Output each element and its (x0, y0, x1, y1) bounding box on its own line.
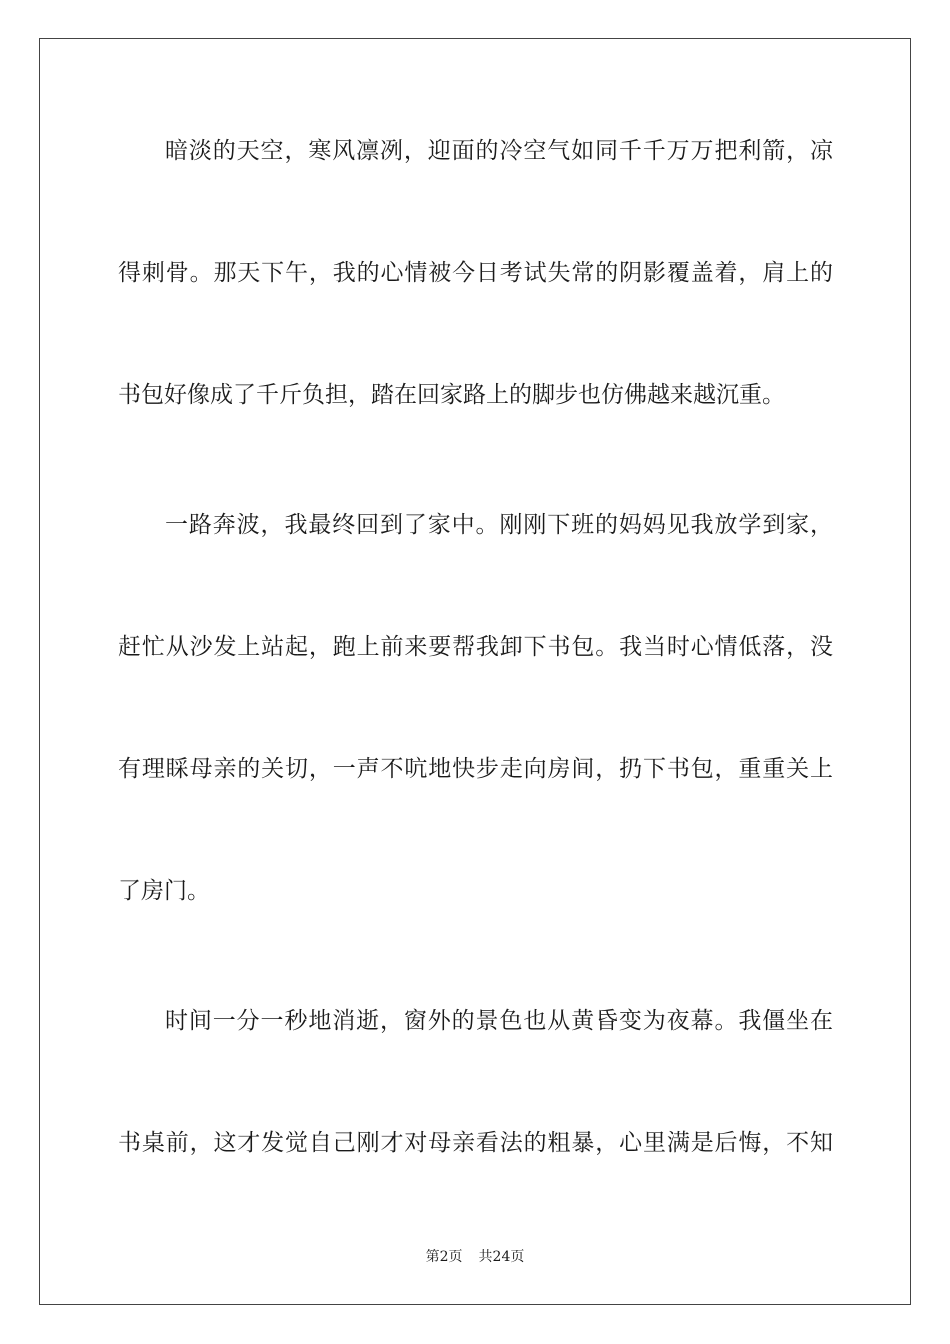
paragraph-1-line-1: 暗淡的天空，寒风凛冽，迎面的冷空气如同千千万万把利箭，凉 (165, 138, 833, 164)
paragraph-2-line-1: 一路奔波，我最终回到了家中。刚刚下班的妈妈见我放学到家， (165, 512, 833, 538)
paragraph-3-line-1: 时间一分一秒地消逝，窗外的景色也从黄昏变为夜幕。我僵坐在 (165, 1008, 833, 1034)
paragraph-3-line-2: 书桌前，这才发觉自己刚才对母亲看法的粗暴，心里满是后悔，不知 (118, 1130, 833, 1156)
page-border (39, 38, 911, 1305)
paragraph-2-line-2: 赶忙从沙发上站起，跑上前来要帮我卸下书包。我当时心情低落，没 (118, 634, 833, 660)
page-total: 共24页 (478, 1249, 525, 1265)
paragraph-1-line-3: 书包好像成了千斤负担，踏在回家路上的脚步也仿佛越来越沉重。 (118, 382, 785, 408)
paragraph-2-line-3: 有理睬母亲的关切，一声不吭地快步走向房间，扔下书包，重重关上 (118, 756, 833, 782)
page-footer (0, 1246, 950, 1266)
page-number: 第2页 (425, 1249, 463, 1265)
paragraph-1-line-2: 得刺骨。那天下午，我的心情被今日考试失常的阴影覆盖着，肩上的 (118, 260, 833, 286)
paragraph-2-line-4: 了房门。 (118, 878, 210, 904)
